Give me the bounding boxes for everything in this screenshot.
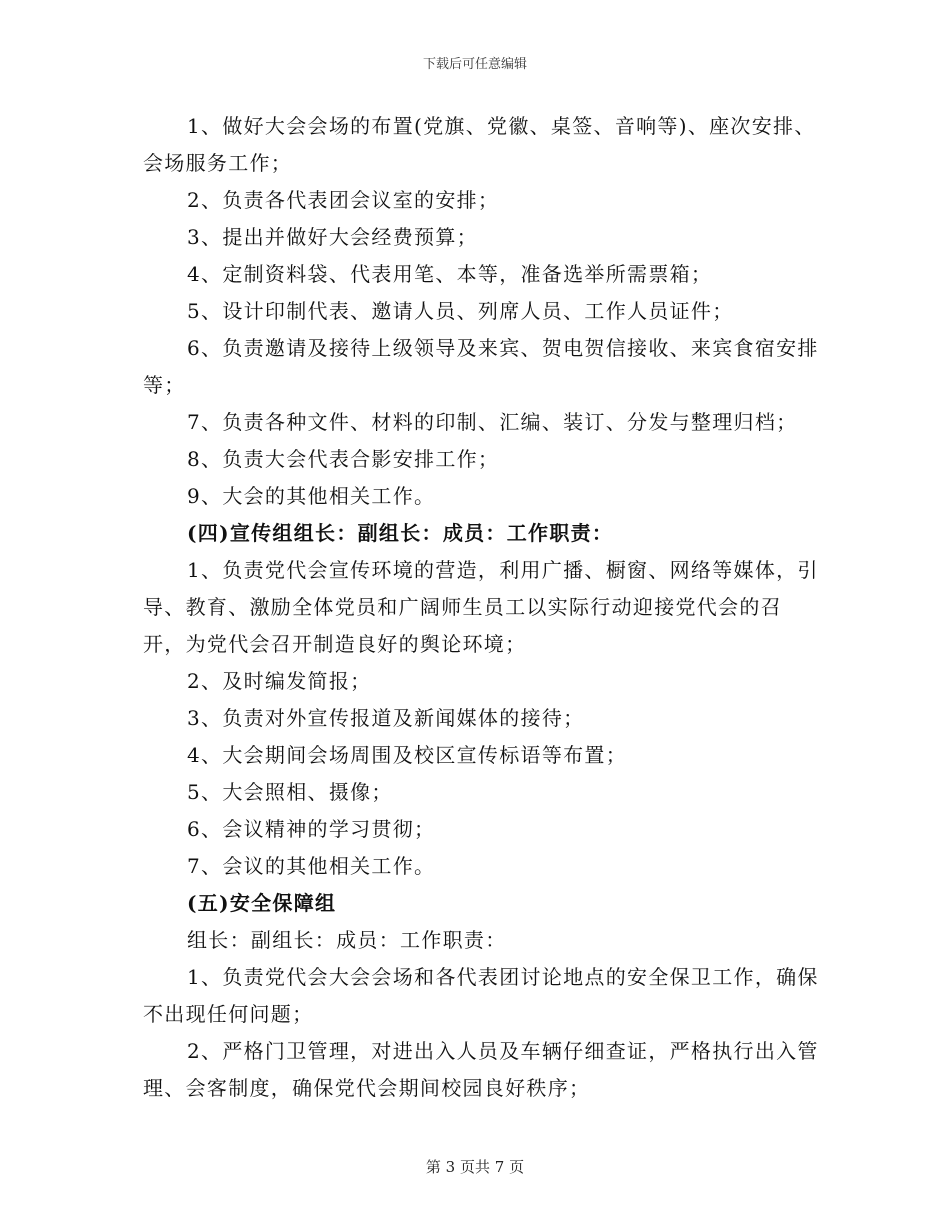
- paragraph: 5、设计印制代表、邀请人员、列席人员、工作人员证件；: [187, 299, 734, 323]
- paragraph: 3、提出并做好大会经费预算；: [187, 225, 478, 249]
- paragraph: 7、负责各种文件、材料的印制、汇编、装订、分发与整理归档；: [187, 410, 798, 434]
- paragraph: 1、负责党代会宣传环境的营造，利用广播、橱窗、网络等媒体，引导、教育、激励全体党员和广阔师生员工以实际行动迎接党代会的召开，为党代会召开制造良好的舆论环境；: [143, 558, 819, 656]
- paragraph: 3、负责对外宣传报道及新闻媒体的接待；: [187, 706, 585, 730]
- paragraph: 1、做好大会会场的布置(党旗、党徽、桌签、音响等)、座次安排、会场服务工作；: [143, 114, 816, 175]
- paragraph: 6、负责邀请及接待上级领导及来宾、贺电贺信接收、来宾食宿安排等；: [143, 336, 819, 397]
- paragraph: 7、会议的其他相关工作。: [187, 854, 436, 878]
- paragraph: 2、负责各代表团会议室的安排；: [187, 188, 500, 212]
- paragraph: 8、负责大会代表合影安排工作；: [187, 447, 500, 471]
- document-body: [143, 108, 823, 1107]
- paragraph: 6、会议精神的学习贯彻；: [187, 817, 436, 841]
- paragraph: 9、大会的其他相关工作。: [187, 484, 436, 508]
- section-heading: (四)宣传组组长：副组长：成员：工作职责：: [187, 521, 614, 545]
- paragraph: 5、大会照相、摄像；: [187, 780, 393, 804]
- paragraph: 2、严格门卫管理，对进出入人员及车辆仔细查证，严格执行出入管理、会客制度，确保党代会期间校园良好秩序；: [143, 1039, 819, 1100]
- paragraph: 2、及时编发简报；: [187, 669, 372, 693]
- page-footer: 第 3 页共 7 页: [425, 1158, 525, 1176]
- paragraph: 4、定制资料袋、代表用笔、本等，准备选举所需票箱；: [187, 262, 713, 286]
- page-header: 下载后可任意编辑: [422, 57, 527, 72]
- paragraph: 1、负责党代会大会会场和各代表团讨论地点的安全保卫工作，确保不出现任何问题；: [143, 965, 819, 1026]
- paragraph: 4、大会期间会场周围及校区宣传标语等布置；: [187, 743, 628, 767]
- section-heading: (五)安全保障组: [187, 891, 337, 915]
- paragraph: 组长：副组长：成员：工作职责：: [187, 928, 507, 952]
